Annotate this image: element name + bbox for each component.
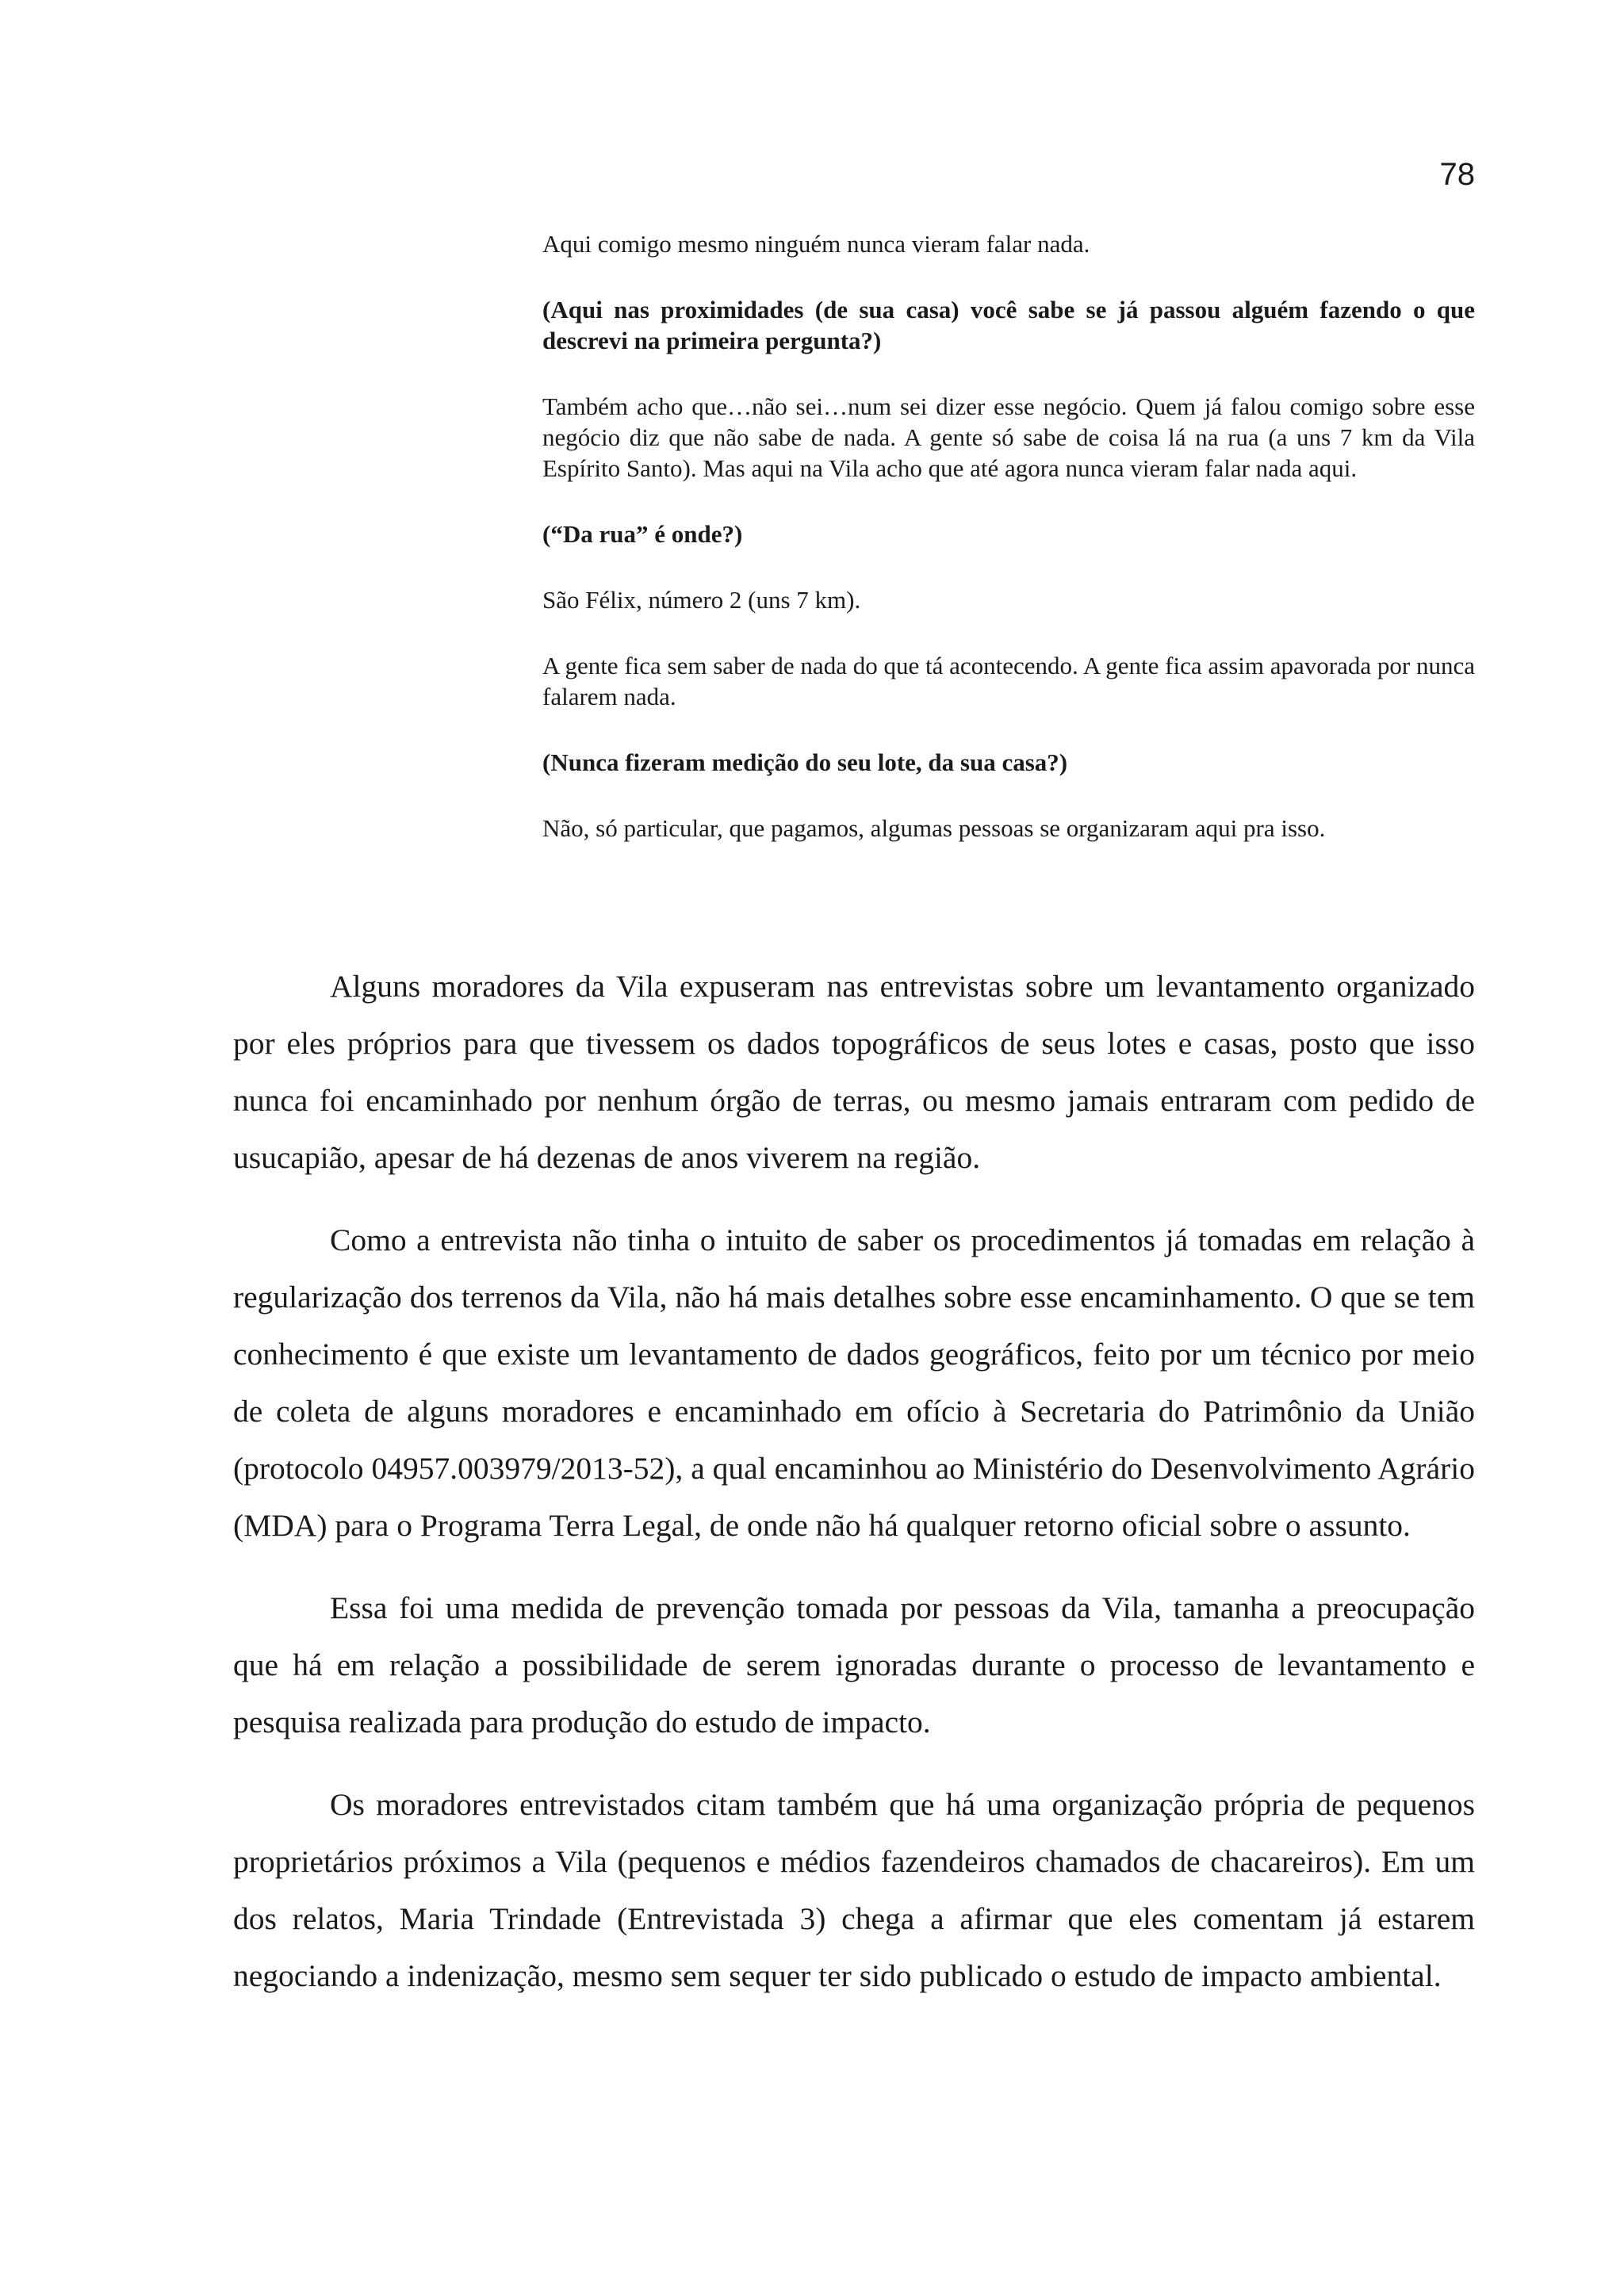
body-paragraph: Os moradores entrevistados citam também que há uma organização própria de pequenos proprietários próximos a Vila (pequenos e médios fazendeiros chamados de chacareiros). Em um dos relatos, Maria Trindade (Entrevistada 3) chega a afirmar que eles comentam já estarem negociando a indenização, mesmo sem sequer ter sido publicado o estudo de impacto ambiental. [233, 1787, 1475, 1993]
body-paragraph: Alguns moradores da Vila expuseram nas entrevistas sobre um levantamento organizado por eles próprios para que tivessem os dados topográficos de seus lotes e casas, posto que isso nunca foi encaminhado por nenhum órgão de terras, ou mesmo jamais entraram com pedido de usucapião, apesar de há dezenas de anos viverem na região. [233, 969, 1475, 1175]
body-text [233, 958, 1475, 2030]
page-number: 78 [1439, 157, 1475, 192]
interview-answer: Também acho que…não sei…num sei dizer esse negócio. Quem já falou comigo sobre esse negócio diz que não sabe de nada. A gente só sabe de coisa lá na rua (a uns 7 km da Vila Espírito Santo). Mas aqui na Vila acho que até agora nunca vieram falar nada aqui. [542, 392, 1475, 482]
interview-question: (“Da rua” é onde?) [542, 520, 743, 548]
interview-answer: São Félix, número 2 (uns 7 km). [542, 586, 861, 614]
body-paragraph: Essa foi uma medida de prevenção tomada por pessoas da Vila, tamanha a preocupação que há em relação a possibilidade de serem ignoradas durante o processo de levantamento e pesquisa realizada para produção do estudo de impacto. [233, 1590, 1475, 1739]
interview-answer: A gente fica sem saber de nada do que tá acontecendo. A gente fica assim apavorada por nunca falarem nada. [542, 652, 1475, 710]
interview-question: (Nunca fizeram medição do seu lote, da sua casa?) [542, 748, 1068, 776]
interview-answer: Não, só particular, que pagamos, algumas pessoas se organizaram aqui pra isso. [542, 814, 1326, 842]
interview-question: (Aqui nas proximidades (de sua casa) você sabe se já passou alguém fazendo o que descrevi na primeira pergunta?) [542, 296, 1475, 354]
body-paragraph: Como a entrevista não tinha o intuito de saber os procedimentos já tomadas em relação à regularização dos terrenos da Vila, não há mais detalhes sobre esse encaminhamento. O que se tem conhecimento é que existe um levantamento de dados geográficos, feito por um técnico por meio de coleta de alguns moradores e encaminhado em ofício à Secretaria do Patrimônio da União (protocolo 04957.003979/2013-52), a qual encaminhou ao Ministério do Desenvolvimento Agrário (MDA) para o Programa Terra Legal, de onde não há qualquer retorno oficial sobre o assunto. [233, 1223, 1475, 1543]
interview-answer: Aqui comigo mesmo ninguém nunca vieram falar nada. [542, 230, 1090, 258]
interview-block [542, 228, 1475, 878]
